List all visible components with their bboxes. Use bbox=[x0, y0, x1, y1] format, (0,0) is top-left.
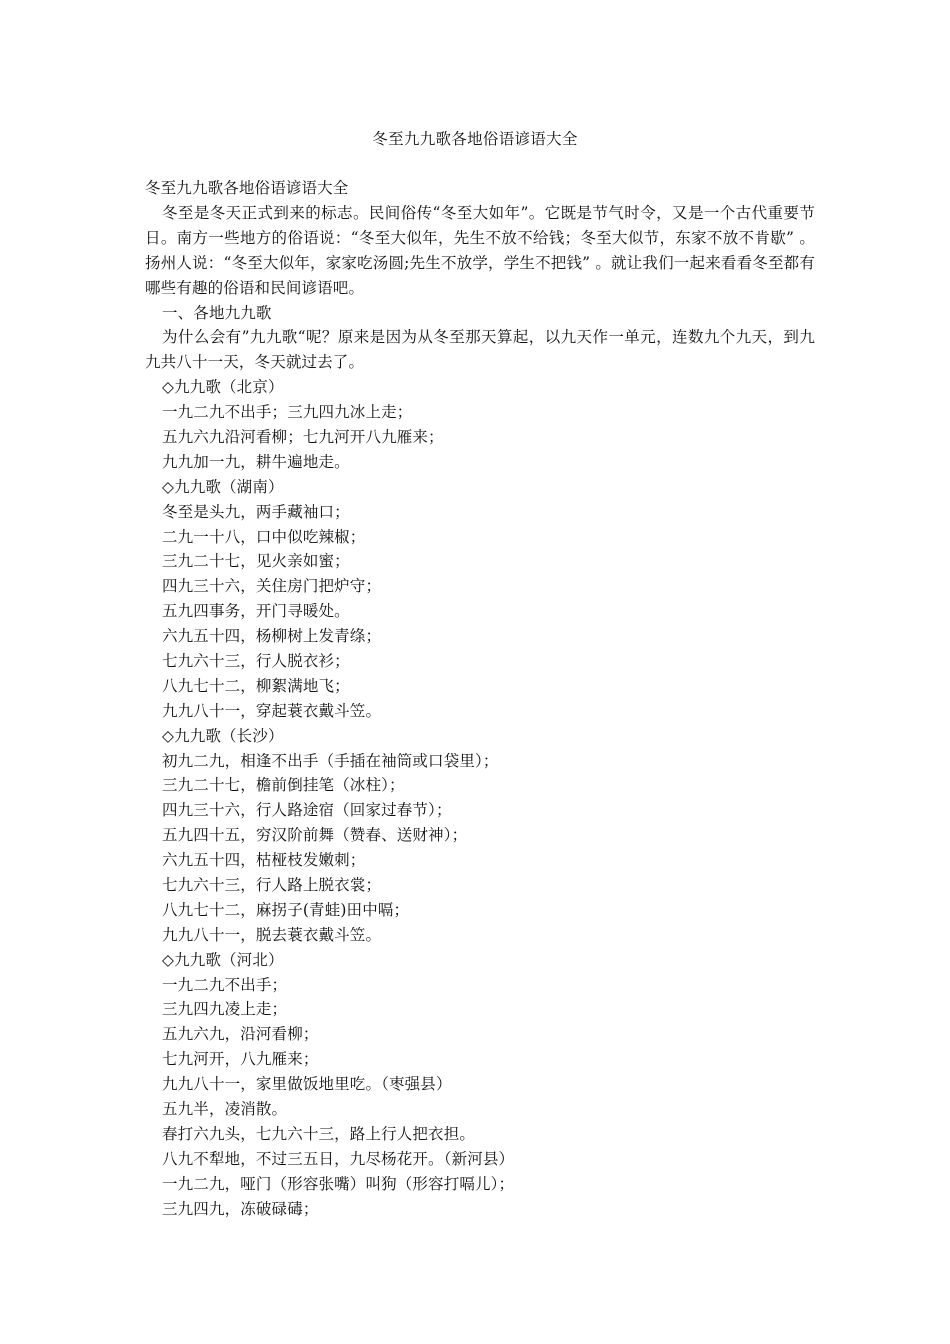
verse-line: 一九二九不出手； bbox=[162, 975, 288, 994]
document-body bbox=[145, 176, 815, 1222]
verse-line: 九九八十一，脱去蓑衣戴斗笠。 bbox=[162, 925, 382, 944]
verse-line: 四九三十六，关住房门把炉守； bbox=[162, 577, 382, 596]
verse-line: 八九七十二，柳絮满地飞； bbox=[162, 676, 350, 695]
verse-line: 九九八十一，穿起蓑衣戴斗笠。 bbox=[162, 701, 382, 720]
verse-line: 初九二九，相逢不出手（手插在袖筒或口袋里）； bbox=[162, 751, 499, 770]
verse-line: 三九二十七，檐前倒挂笔（冰柱）； bbox=[162, 776, 405, 795]
verse-line: 七九河开，八九雁来； bbox=[162, 1050, 319, 1069]
verse-line: 冬至是头九，两手藏袖口； bbox=[162, 502, 350, 521]
verse-line: 五九六九，沿河看柳； bbox=[162, 1025, 319, 1044]
section-heading: 一、各地九九歌 bbox=[162, 303, 272, 322]
verse-list bbox=[145, 375, 815, 1221]
verse-heading: ◇九九歌（湖南） bbox=[162, 477, 284, 496]
verse-line: 六九五十四，枯桠枝发嫩刺； bbox=[162, 851, 366, 870]
verse-heading: ◇九九歌（长沙） bbox=[162, 726, 284, 745]
verse-line: 五九六九沿河看柳；七九河开八九雁来； bbox=[162, 428, 444, 446]
intro-paragraph: 冬至是冬天正式到来的标志。民间俗传“冬至大如年”。它既是节气时令，又是一个古代重要节日。南方一些地方的俗语说：“冬至大似年，先生不放不给钱；冬至大似节，东家不放不肯歇” 。扬州人说：“冬至大似年，家家吃汤圆;先生不放学，学生不把钱” 。就让我们一起来看看冬至都有哪些有趣的俗语和民间谚语吧。 bbox=[145, 203, 815, 297]
verse-line: 八九不犁地，不过三五日，九尽杨花开。（新河县） bbox=[162, 1149, 515, 1168]
verse-line: 三九四九凌上走； bbox=[162, 1000, 288, 1019]
section-intro-paragraph: 为什么会有”九九歌“呢？原来是因为从冬至那天算起，以九天作一单元，连数九个九天，到九九共八十一天，冬天就过去了。 bbox=[145, 328, 815, 372]
document-subtitle: 冬至九九歌各地俗语谚语大全 bbox=[145, 179, 349, 197]
verse-line: 二九一十八，口中似吃辣椒； bbox=[162, 527, 366, 546]
verse-heading: ◇九九歌（河北） bbox=[162, 950, 284, 969]
verse-line: 八九七十二，麻拐子(青蛙)田中嗝； bbox=[162, 900, 410, 919]
verse-line: 九九八十一，家里做饭地里吃。（枣强县） bbox=[162, 1075, 452, 1094]
verse-line: 五九四事务，开门寻暖处。 bbox=[162, 602, 350, 621]
verse-line: 一九二九不出手；三九四九冰上走； bbox=[162, 403, 413, 422]
verse-line: 一九二九，哑门（形容张嘴）叫狗（形容打嗝儿）； bbox=[162, 1174, 515, 1193]
verse-heading: ◇九九歌（北京） bbox=[162, 378, 284, 397]
verse-line: 三九四九，冻破碌碡； bbox=[162, 1199, 319, 1218]
verse-line: 七九六十三，行人脱衣衫； bbox=[162, 652, 350, 671]
verse-line: 七九六十三，行人路上脱衣裳； bbox=[162, 876, 382, 895]
verse-line: 五九半，凌消散。 bbox=[162, 1100, 288, 1119]
verse-line: 九九加一九，耕牛遍地走。 bbox=[162, 452, 350, 471]
verse-line: 三九二十七，见火亲如蜜； bbox=[162, 552, 350, 571]
document-title: 冬至九九歌各地俗语谚语大全 bbox=[372, 130, 578, 148]
verse-line: 五九四十五，穷汉阶前舞（赞春、送财神）； bbox=[162, 826, 468, 845]
verse-line: 春打六九头，七九六十三，路上行人把衣担。 bbox=[162, 1124, 476, 1143]
verse-line: 六九五十四，杨柳树上发青绦； bbox=[162, 627, 382, 646]
verse-line: 四九三十六，行人路途宿（回家过春节）； bbox=[162, 801, 452, 820]
